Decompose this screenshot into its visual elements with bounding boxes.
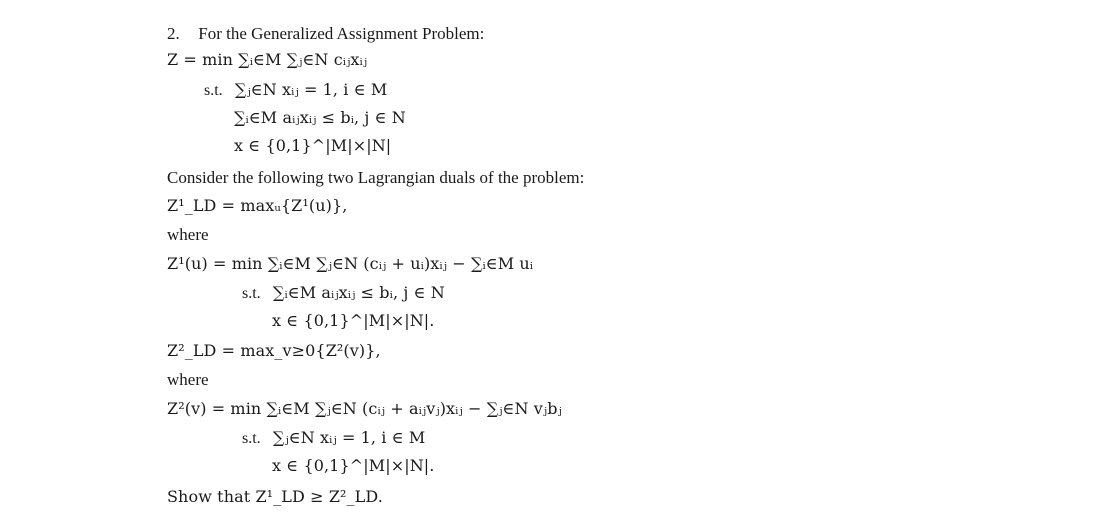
problem-number: 2. <box>167 24 180 43</box>
dual2-constraint-row-1 <box>242 428 425 449</box>
intro-text: Consider the following two Lagrangian duals of the problem: <box>167 168 585 187</box>
dual2-definition: Z²_LD = max_v≥0{Z²(v)}, <box>167 341 381 360</box>
capacity-constraint: ∑ᵢ∈M aᵢⱼxᵢⱼ ≤ bᵢ, j ∈ N <box>234 108 406 127</box>
binary-constraint: x ∈ {0,1}^|M|×|N| <box>234 136 392 155</box>
dual2-where: where <box>167 370 209 389</box>
dual1-constraint-row-1 <box>242 283 445 304</box>
dual1-where: where <box>167 225 209 244</box>
st-label: s.t. <box>242 430 261 447</box>
problem-heading <box>167 24 484 44</box>
dual1-definition: Z¹_LD = maxᵤ{Z¹(u)}, <box>167 196 348 215</box>
objective-function: Z = min ∑ᵢ∈M ∑ⱼ∈N cᵢⱼxᵢⱼ <box>167 50 368 69</box>
dual2-assignment-constraint: ∑ⱼ∈N xᵢⱼ = 1, i ∈ M <box>272 428 426 447</box>
dual1-function: Z¹(u) = min ∑ᵢ∈M ∑ⱼ∈N (cᵢⱼ + uᵢ)xᵢⱼ − ∑ᵢ∈M uᵢ <box>167 254 534 273</box>
constraint-row-1 <box>204 80 387 101</box>
problem-title: For the Generalized Assignment Problem: <box>198 24 485 43</box>
dual1-capacity-constraint: ∑ᵢ∈M aᵢⱼxᵢⱼ ≤ bᵢ, j ∈ N <box>272 283 445 302</box>
dual1-binary-constraint: x ∈ {0,1}^|M|×|N|. <box>272 311 435 330</box>
st-label: s.t. <box>242 285 261 302</box>
st-label: s.t. <box>204 82 223 99</box>
conclusion-text: Show that Z¹_LD ≥ Z²_LD. <box>167 487 383 506</box>
assignment-constraint: ∑ⱼ∈N xᵢⱼ = 1, i ∈ M <box>234 80 388 99</box>
dual2-binary-constraint: x ∈ {0,1}^|M|×|N|. <box>272 456 435 475</box>
dual2-function: Z²(v) = min ∑ᵢ∈M ∑ⱼ∈N (cᵢⱼ + aᵢⱼvⱼ)xᵢⱼ − ∑ⱼ∈N vⱼbⱼ <box>167 399 562 418</box>
